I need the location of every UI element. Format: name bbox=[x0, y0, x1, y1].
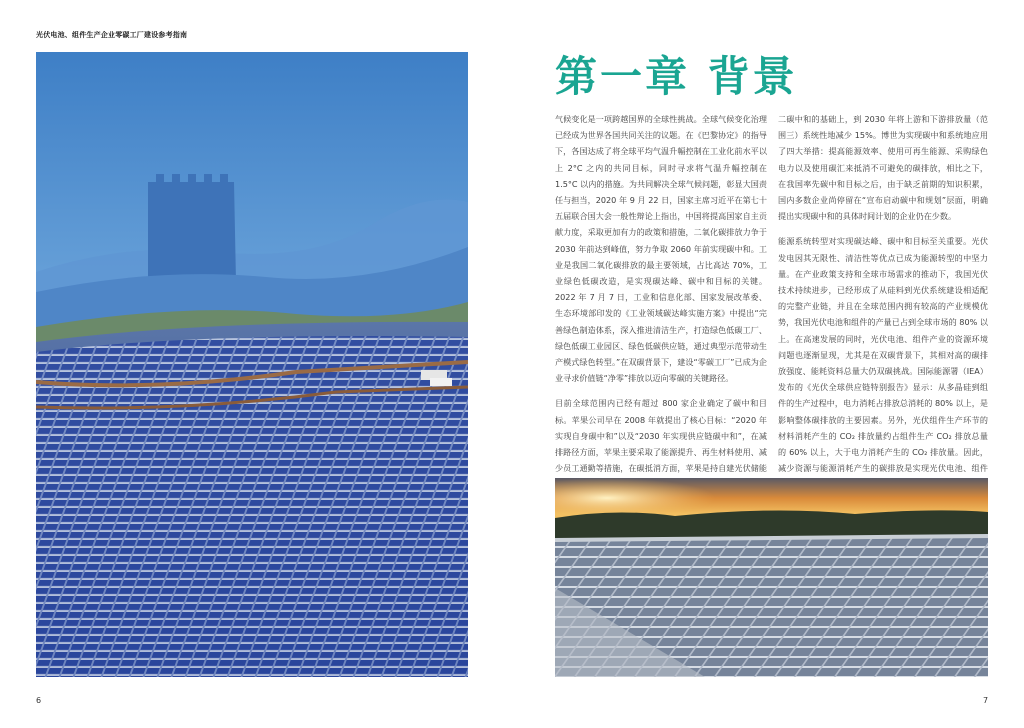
paragraph-1: 气候变化是一项跨越国界的全球性挑战。全球气候变化治理已经成为世界各国共同关注的议题。在《巴黎协定》的指导下，各国达成了将全球平均气温升幅控制在工业化前水平以上 2°C 之内的共同目标，同时寻求将气温升幅控制在 1.5°C 以内的措施。为共同解决全球气候问题，彰显大国责任与担当，2020 年 9 月 22 日，国家主席习近平在第七十五届联合国大会一般性辩论上指出，中国将提高国家自主贡献力度，采取更加有力的政策和措施，二氧化碳排放力争于 2030 年前达到峰值，努力争取 2060 年前实现碳中和。工业是我国二氧化碳排放的最主要领域，占比高达 70%，工业绿色低碳改造，是实现碳达峰、碳中和目标的关键。2022 年 7 月 7 日，工业和信息化部、国家发展改革委、生态环境部印发的《工业领域碳达峰实施方案》中提出“完善绿色制造体系，深入推进清洁生产，打造绿色低碳工厂、绿色低碳工业园区、绿色低碳供应链，通过典型示范带动生产模式绿色转型。”在双碳背景下，建设“零碳工厂”已成为企业寻求价值链“净零”排放以迈向零碳的关键路径。 bbox=[555, 114, 767, 384]
page-number-left: 6 bbox=[36, 696, 42, 705]
page-number-right: 7 bbox=[983, 696, 989, 705]
chapter-title: 第一章 背景 bbox=[555, 52, 798, 101]
solar-farm-photo bbox=[36, 52, 468, 677]
paragraph-2: 目前全球范围内已经有超过 800 家企业确定了碳中和目标。苹果公司早在 2008 年就提出了核心目标：“2020 年实现自身碳中和”以及“2030 年实现供应链碳中和”，在减排路径方面，苹果主要采取了能源提升、再生材料使用、减少员工通勤等措施，在碳抵消方面，苹果是持自建光伏储能 bbox=[555, 398, 767, 474]
body-column-right bbox=[778, 111, 988, 502]
paragraph-4: 能源系统转型对实现碳达峰、碳中和目标至关重要。光伏发电因其无限性、清洁性等优点已成为能源转型的中坚力量。在产业政策支持和全球市场需求的推动下，我国光伏技术持续进步，已经形成了从硅料到光伏系统建设相适配的完整产业链，并且在全球范围内拥有较高的产业规模优势，我国光伏电池和组件的产量已占到全球市场的 80% 以上。在高速发展的同时，光伏电池、组件产业的资源环境问题也逐渐显现，尤其是在双碳背景下，其相对高的碳排放强度、能耗资料总量大仍双碳挑战。国际能源署（IEA）发布的《光伏全球供应链特别报告》显示：从多晶硅到组件的生产过程中，电力消耗占排放总消耗的 80% 以上，是影响整体碳排放的主要因素。另外，光伏组件生产环节的材料消耗产生的 CO₂ 排放量约占组件生产 CO₂ 排放总量的 60% 以上，大于电力消耗产生的 CO₂ 排放量。因此，减少资源与能源消耗产生的碳排放是实现光伏电池、组件 bbox=[778, 236, 988, 474]
paragraph-3: 二碳中和的基础上，到 2030 年将上游和下游排放量（范围三）系统性地减少 15%。博世为实现碳中和系统地应用了四大举措：提高能源效率、使用可再生能源、采购绿色电力以及使用碳汇来抵消不可避免的碳排放，相比之下，在我国率先碳中和目标之后，由于缺乏前期的知识积累，国内多数企业尚停留在“宣布启动碳中和规划”层面，明确提出实现碳中和的具体时间计划的企业仍在少数。 bbox=[778, 114, 988, 222]
running-header: 光伏电池、组件生产企业零碳工厂建设参考指南 bbox=[36, 31, 188, 39]
body-column-left bbox=[555, 111, 767, 534]
rooftop-solar-photo bbox=[555, 478, 988, 677]
